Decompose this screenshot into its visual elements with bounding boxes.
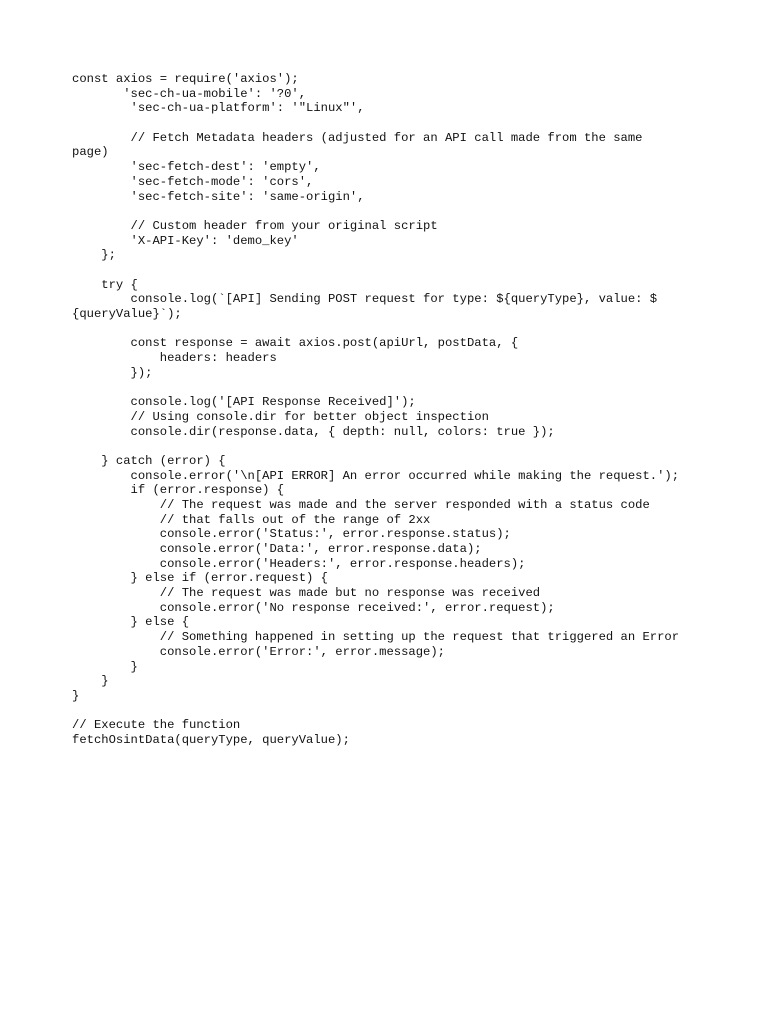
code-line: console.error('\n[API ERROR] An error occurred while making the request.'); (72, 468, 680, 483)
code-line: if (error.response) { (72, 483, 285, 498)
code-line: // The request was made and the server responded with a status code (72, 497, 650, 512)
code-line: console.error('Status:', error.response.status); (72, 527, 511, 542)
code-line: 'sec-fetch-dest': 'empty', (72, 160, 321, 175)
code-line: } else if (error.request) { (72, 571, 328, 586)
code-line: console.error('Headers:', error.response.headers); (72, 556, 526, 571)
code-line: }); (72, 365, 153, 380)
code-line: headers: headers (72, 351, 277, 366)
code-line: console.error('No response received:', error.request); (72, 600, 555, 615)
code-line: const response = await axios.post(apiUrl, postData, { (72, 336, 519, 351)
code-line (72, 116, 712, 131)
code-line: try { (72, 277, 138, 292)
code-line: fetchOsintData(queryType, queryValue); (72, 732, 350, 747)
code-line: console.error('Error:', error.message); (72, 644, 445, 659)
code-line: page) (72, 145, 109, 160)
code-line (72, 204, 712, 219)
code-line: } catch (error) { (72, 453, 226, 468)
code-line: // Fetch Metadata headers (adjusted for an API call made from the same (72, 130, 643, 145)
code-line: console.dir(response.data, { depth: null, colors: true }); (72, 424, 555, 439)
code-line: const axios = require('axios'); (72, 72, 299, 86)
code-line: 'sec-ch-ua-platform': '"Linux"', (72, 101, 365, 116)
code-line: } (72, 674, 109, 689)
code-line: {queryValue}`); (72, 307, 182, 321)
code-line (72, 439, 712, 454)
code-line: 'sec-ch-ua-mobile': '?0', (72, 86, 307, 101)
code-line: console.log('[API Response Received]'); (72, 395, 416, 410)
code-line: } else { (72, 615, 190, 630)
code-line: // Something happened in setting up the request that triggered an Error (72, 630, 680, 645)
code-line (72, 263, 712, 278)
code-line (72, 704, 712, 719)
code-line: console.log(`[API] Sending POST request for type: ${queryType}, value: $ (72, 292, 658, 307)
code-line: // Execute the function (72, 718, 241, 733)
code-line: console.error('Data:', error.response.data); (72, 542, 482, 556)
code-line: // Custom header from your original script (72, 218, 438, 233)
code-line: // Using console.dir for better object inspection (72, 409, 489, 424)
code-line: // that falls out of the range of 2xx (72, 512, 431, 527)
code-line (72, 322, 712, 337)
code-line: // The request was made but no response was received (72, 586, 541, 601)
code-block (72, 72, 712, 748)
code-line: } (72, 659, 138, 674)
code-line: } (72, 688, 80, 703)
code-line: 'X-API-Key': 'demo_key' (72, 233, 299, 248)
code-line: 'sec-fetch-mode': 'cors', (72, 174, 314, 189)
code-line: }; (72, 248, 116, 263)
code-line (72, 380, 712, 395)
code-line: 'sec-fetch-site': 'same-origin', (72, 189, 365, 204)
